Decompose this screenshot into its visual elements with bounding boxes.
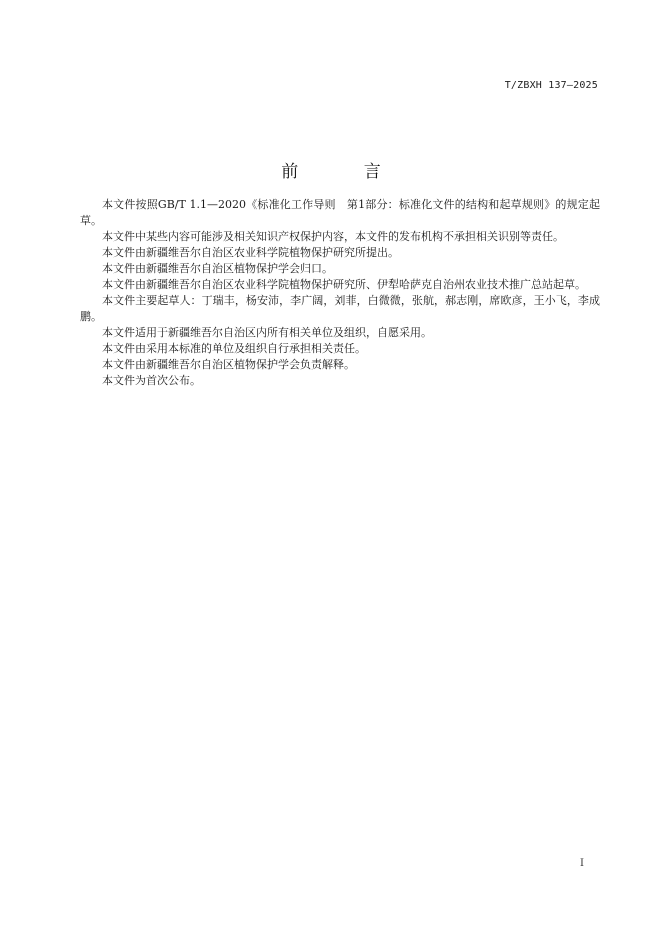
foreword-body	[80, 197, 600, 389]
page-number: I	[580, 858, 584, 869]
paragraph-responsibility: 本文件由采用本标准的单位及组织自行承担相关责任。	[102, 342, 366, 355]
paragraph-first-issue: 本文件为首次公布。	[102, 374, 201, 387]
page-title: 前 言	[281, 162, 411, 182]
paragraph-drafting-units: 本文件由新疆维吾尔自治区农业科学院植物保护研究所、伊犁哈萨克自治州农业技术推广总站起草。	[102, 278, 586, 291]
paragraph-technical-committee: 本文件由新疆维吾尔自治区植物保护学会归口。	[102, 262, 333, 275]
paragraph-drafting-basis: 本文件按照GB/T 1.1—2020《标准化工作导则 第1部分：标准化文件的结构和起草规则》的规定起草。	[80, 198, 600, 227]
document-code: T/ZBXH 137—2025	[504, 80, 598, 91]
paragraph-proposer: 本文件由新疆维吾尔自治区农业科学院植物保护研究所提出。	[102, 246, 399, 259]
paragraph-scope-of-use: 本文件适用于新疆维吾尔自治区内所有相关单位及组织，自愿采用。	[102, 326, 432, 339]
paragraph-interpretation: 本文件由新疆维吾尔自治区植物保护学会负责解释。	[102, 358, 355, 371]
paragraph-drafters: 本文件主要起草人：丁瑞丰，杨安沛，李广阔，刘菲，白微微，张航，郝志刚，席欧彦，王小飞，李成鹏。	[80, 294, 600, 323]
paragraph-patent-notice: 本文件中某些内容可能涉及相关知识产权保护内容，本文件的发布机构不承担相关识别等责任。	[102, 230, 564, 243]
